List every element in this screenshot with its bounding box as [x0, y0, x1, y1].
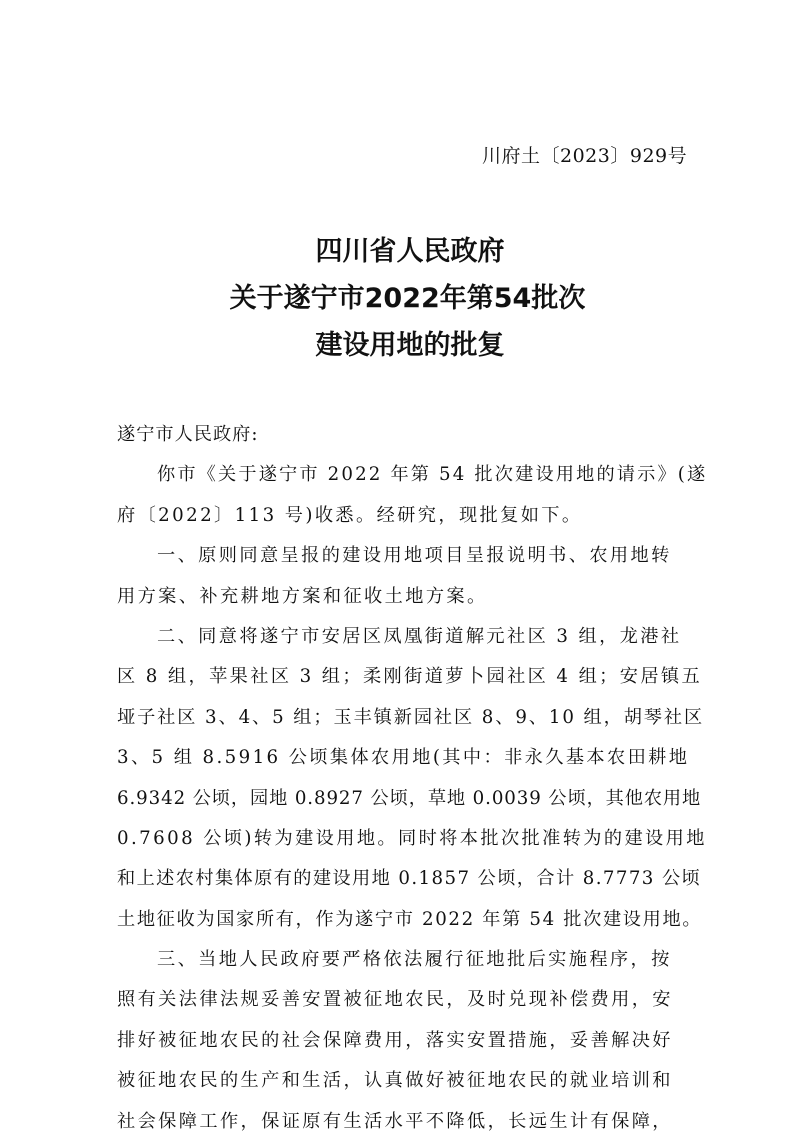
body-line: 排好被征地农民的社会保障费用，落实安置措施，妥善解决好 — [117, 1029, 673, 1051]
body-line: 3、5 组 8.5916 公顷集体农用地(其中：非永久基本农田耕地 — [117, 747, 690, 769]
body-line: 0.7608 公顷)转为建设用地。同时将本批次批准转为的建设用地 — [117, 827, 707, 849]
body-line: 三、当地人民政府要严格依法履行征地批后实施程序，按 — [157, 949, 672, 971]
body-line: 区 8 组，苹果社区 3 组；柔刚街道萝卜园社区 4 组；安居镇五 — [117, 666, 703, 688]
body-line: 土地征收为国家所有，作为遂宁市 2022 年第 54 批次建设用地。 — [117, 908, 703, 930]
body-line: 被征地农民的生产和生活，认真做好被征地农民的就业培训和 — [117, 1070, 673, 1092]
title-line-issuer: 四川省人民政府 — [315, 236, 505, 267]
body-line: 6.9342 公顷，园地 0.8927 公顷，草地 0.0039 公顷，其他农用地 — [117, 787, 702, 809]
body-line: 你市《关于遂宁市 2022 年第 54 批次建设用地的请示》(遂 — [157, 464, 708, 486]
document-title — [0, 228, 810, 369]
title-line-type: 建设用地的批复 — [315, 330, 505, 361]
body-line: 一、原则同意呈报的建设用地项目呈报说明书、农用地转 — [157, 545, 672, 567]
body-line: 用方案、补充耕地方案和征收土地方案。 — [117, 585, 488, 607]
document-body — [117, 415, 707, 1142]
document-number: 川府土〔2023〕929号 — [482, 145, 688, 167]
body-line: 社会保障工作，保证原有生活水平不降低，长远生计有保障， — [117, 1110, 673, 1132]
title-line-subject: 关于遂宁市2022年第54批次 — [229, 283, 586, 314]
body-line: 和上述农村集体原有的建设用地 0.1857 公顷，合计 8.7773 公顷 — [117, 868, 702, 890]
body-line: 照有关法律法规妥善安置被征地农民，及时兑现补偿费用，安 — [117, 989, 673, 1011]
salutation: 遂宁市人民政府: — [117, 424, 259, 445]
body-line: 府〔2022〕113 号)收悉。经研究，现批复如下。 — [117, 504, 583, 526]
body-line: 垭子社区 3、4、5 组；玉丰镇新园社区 8、9、10 组，胡琴社区 — [117, 706, 705, 728]
body-line: 二、同意将遂宁市安居区凤凰街道解元社区 3 组，龙港社 — [157, 625, 682, 647]
